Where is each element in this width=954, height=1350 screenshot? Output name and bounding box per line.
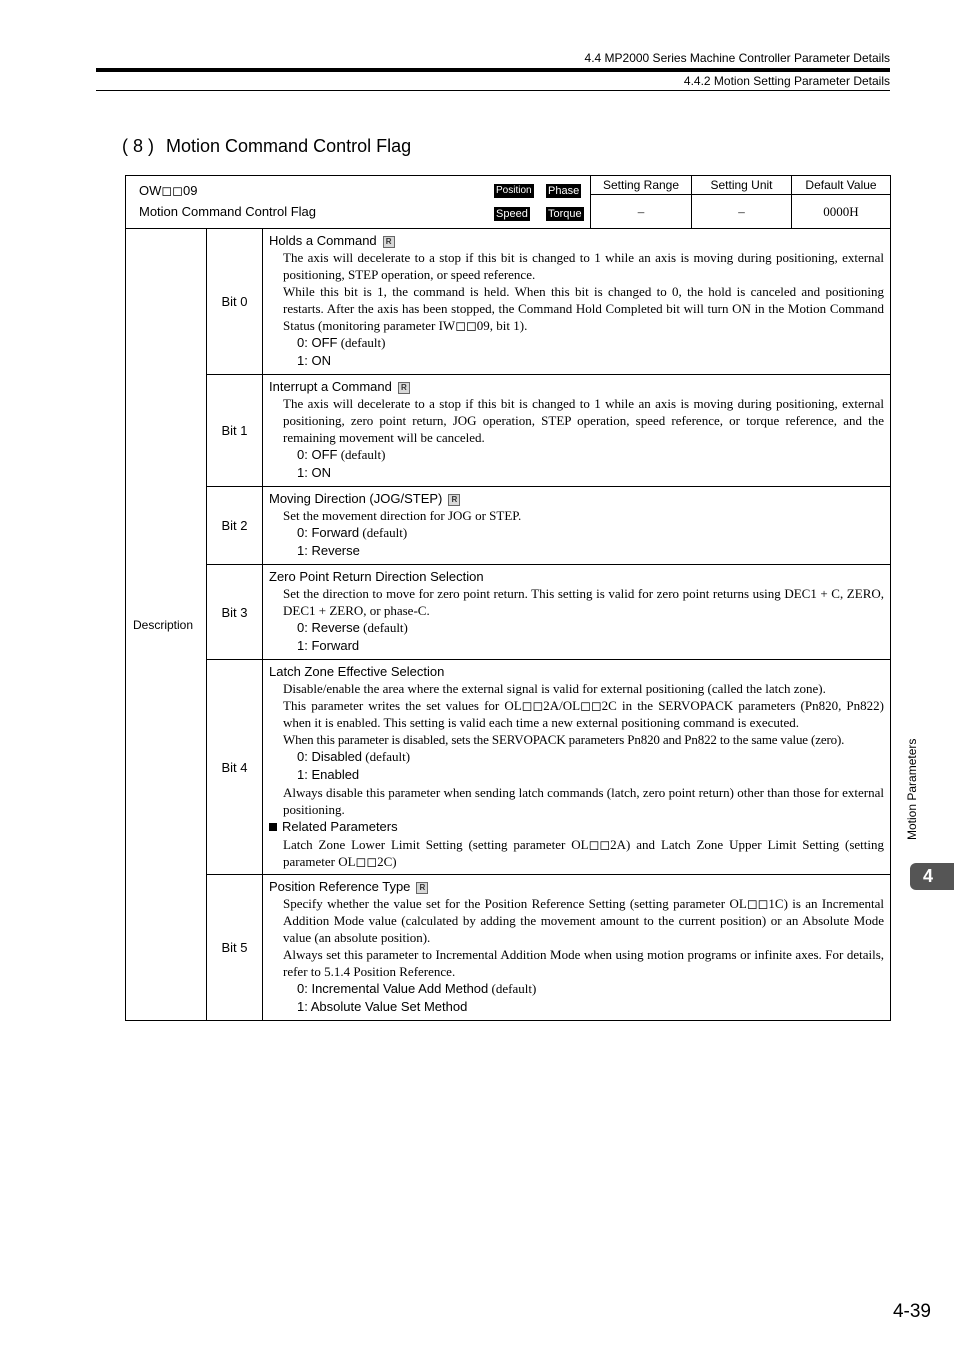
bit-label: Bit 4 xyxy=(207,660,263,875)
bit-title: Interrupt a Command xyxy=(269,379,392,394)
bit-paragraph: While this bit is 1, the command is held. When this bit is changed to 0, the hold is canceled and positioning restarts. After the axis has been stopped, the Command Hold Completed bit will turn ON in the Motion Command Status (monitoring parameter IW◻◻09, bit 1). xyxy=(283,284,884,333)
bit-title: Moving Direction (JOG/STEP) xyxy=(269,491,443,506)
bit-content xyxy=(263,660,891,875)
option-text: 0: OFF xyxy=(297,335,338,350)
bit-content xyxy=(263,487,891,565)
option-default-note: (default) xyxy=(337,447,386,462)
bit-paragraph: Always set this parameter to Incremental Addition Mode when using motion programs or infinite axes. For details, refer to 5.1.4 Position Reference. xyxy=(283,947,884,979)
register-r-icon: R xyxy=(398,382,410,394)
setting-unit-header: Setting Unit xyxy=(692,176,792,195)
phase-badge: Phase xyxy=(548,185,580,197)
option-text: 1: Forward xyxy=(297,638,360,653)
option-text: 1: Reverse xyxy=(297,543,360,558)
bit-title: Position Reference Type xyxy=(269,879,411,894)
bit-row xyxy=(126,487,891,565)
default-value-value: 0000H xyxy=(792,195,891,229)
bit-title: Holds a Command xyxy=(269,233,377,248)
option-text: 0: Incremental Value Add Method xyxy=(297,981,489,996)
bit-title: Latch Zone Effective Selection xyxy=(269,664,445,679)
parameter-name: Motion Command Control Flag xyxy=(139,204,317,219)
running-header-subsection: 4.4.2 Motion Setting Parameter Details xyxy=(683,74,890,88)
option-text: 1: Absolute Value Set Method xyxy=(297,999,468,1014)
bit-note: Always disable this parameter when sending latch commands (latch, zero point return) other than those for external positioning. xyxy=(283,785,884,817)
position-badge: Position xyxy=(496,185,532,196)
option-default-note: (default) xyxy=(362,749,411,764)
square-bullet-icon xyxy=(269,823,277,831)
register-r-icon: R xyxy=(448,494,460,506)
parameter-table xyxy=(125,175,891,1021)
section-title-text: Motion Command Control Flag xyxy=(166,136,412,156)
setting-range-header: Setting Range xyxy=(591,176,692,195)
bit-paragraph: Specify whether the value set for the Position Reference Setting (setting parameter OL◻◻1C) is an Incremental Addition Mode value (calculated by adding the movement amount to the current position) or an Absolute Mode value (an absolute position). xyxy=(283,896,884,945)
option-text: 1: Enabled xyxy=(297,767,360,782)
bit-row xyxy=(126,229,891,375)
register-r-icon: R xyxy=(383,236,395,248)
bit-label: Bit 0 xyxy=(207,229,263,375)
bit-row xyxy=(126,565,891,660)
bit-content xyxy=(263,875,891,1021)
option-default-note: (default) xyxy=(337,335,386,350)
bit-content xyxy=(263,375,891,487)
option-default-note: (default) xyxy=(359,525,408,540)
description-label: Description xyxy=(126,229,207,1021)
option-text: 0: Disabled xyxy=(297,749,363,764)
bit-content xyxy=(263,565,891,660)
bit-row xyxy=(126,375,891,487)
bit-paragraph: Disable/enable the area where the external signal is valid for external positioning (called the latch zone). xyxy=(283,681,826,696)
bit-row xyxy=(126,875,891,1021)
option-text: 0: Forward xyxy=(297,525,360,540)
option-default-note: (default) xyxy=(359,620,408,635)
bit-label: Bit 1 xyxy=(207,375,263,487)
chapter-tab: 4 xyxy=(910,863,954,890)
header-rule-thin xyxy=(96,90,890,91)
section-number: ( 8 ) xyxy=(122,136,155,156)
bit-content xyxy=(263,229,891,375)
default-value-header: Default Value xyxy=(792,176,891,195)
bit-title: Zero Point Return Direction Selection xyxy=(269,569,484,584)
bit-label: Bit 3 xyxy=(207,565,263,660)
bit-paragraph: Set the direction to move for zero point return. This setting is valid for zero point returns using DEC1 + C, ZERO, DEC1 + ZERO, or phase-C. xyxy=(283,586,884,618)
speed-badge: Speed xyxy=(496,208,528,220)
parameter-register: OW◻◻09 xyxy=(139,183,198,198)
bit-label: Bit 2 xyxy=(207,487,263,565)
side-chapter-label: Motion Parameters xyxy=(905,738,919,840)
bit-paragraph: This parameter writes the set values for OL◻◻2A/OL◻◻2C in the SERVOPACK parameters (Pn820, Pn822) when it is enabled. This setting is valid each time a new external positioning command is executed. xyxy=(283,698,884,730)
bit-paragraph: Set the movement direction for JOG or STEP. xyxy=(283,508,522,523)
setting-range-value: – xyxy=(591,195,692,229)
bit-paragraph: The axis will decelerate to a stop if this bit is changed to 1 while an axis is moving during positioning, external positioning, STEP operation, or speed reference. xyxy=(283,250,884,282)
option-text: 0: OFF xyxy=(297,447,338,462)
bit-paragraph: When this parameter is disabled, sets the SERVOPACK parameters Pn820 and Pn822 to the same value (zero). xyxy=(283,732,845,747)
bit-row xyxy=(126,660,891,875)
section-title xyxy=(122,136,411,157)
option-text: 1: ON xyxy=(297,353,331,368)
related-parameters-title: Related Parameters xyxy=(282,819,398,834)
bit-paragraph: The axis will decelerate to a stop if this bit is changed to 1 while an axis is moving during positioning, external positioning, zero point return, JOG operation, STEP operation, speed reference, or torque reference, and the remaining movement will be canceled. xyxy=(283,396,884,445)
related-parameters-text: Latch Zone Lower Limit Setting (setting parameter OL◻◻2A) and Latch Zone Upper Limit Setting (setting parameter OL◻◻2C) xyxy=(283,837,884,869)
bit-label: Bit 5 xyxy=(207,875,263,1021)
register-r-icon: R xyxy=(416,882,428,894)
torque-badge: Torque xyxy=(548,208,582,220)
parameter-id-cell xyxy=(126,176,591,229)
running-header-section: 4.4 MP2000 Series Machine Controller Parameter Details xyxy=(584,51,890,65)
header-rule-thick xyxy=(96,68,890,72)
option-default-note: (default) xyxy=(488,981,537,996)
page-number: 4-39 xyxy=(892,1301,931,1322)
option-text: 0: Reverse xyxy=(297,620,360,635)
setting-unit-value: – xyxy=(692,195,792,229)
option-text: 1: ON xyxy=(297,465,331,480)
